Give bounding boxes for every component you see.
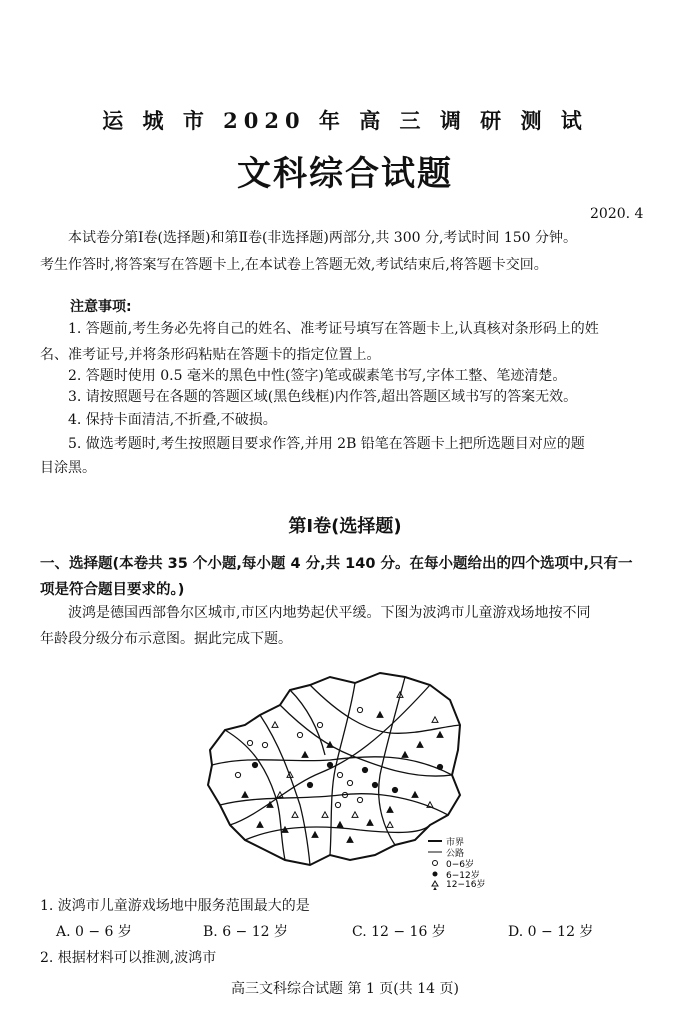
city-boundary (208, 673, 460, 865)
playground-circle-marker (307, 782, 312, 787)
notice-item-1b: 名、准考证号,并将条形码粘贴在答题卡的指定位置上。 (40, 347, 381, 363)
road-network (212, 677, 460, 865)
playground-circle-marker (347, 780, 352, 785)
notice-item-2: 2. 答题时使用 0.5 毫米的黑色中性(签字)笔或碳素笔书写,字体工整、笔迹清楚。 (68, 368, 567, 384)
notice-item-5a: 5. 做选考题时,考生按照题目要求作答,并用 2B 铅笔在答题卡上把所选题目对应的题 (68, 436, 585, 452)
intro-line-1: 本试卷分第Ⅰ卷(选择题)和第Ⅱ卷(非选择题)两部分,共 300 分,考试时间 150 分钟。 (68, 230, 578, 246)
question-1-option-a: A. 0 − 6 岁 (56, 924, 132, 940)
exam-title: 运 城 市 2020 年 高 三 调 研 测 试 (102, 108, 588, 133)
playground-triangle-marker (292, 812, 298, 818)
notice-item-3: 3. 请按照题号在各题的答题区域(黑色线框)内作答,超出答题区域书写的答案无效。 (68, 389, 578, 405)
question-1-option-d: D. 0 − 12 岁 (508, 924, 594, 940)
playground-circle-marker (362, 767, 367, 772)
playground-circle-marker (262, 742, 267, 747)
playground-triangle-marker (377, 712, 383, 718)
playground-triangle-marker (387, 807, 393, 813)
playground-circle-marker (337, 772, 342, 777)
question-2-stem: 2. 根据材料可以推测,波鸿市 (40, 950, 217, 966)
playground-circle-marker (327, 762, 332, 767)
playground-circle-marker (252, 762, 257, 767)
playground-triangle-marker (312, 832, 318, 838)
playground-circle-marker (392, 787, 397, 792)
legend-12-16-label: 12−16岁 (446, 880, 486, 890)
legend-6-12-icon (433, 872, 438, 877)
subject-title: 文科综合试题 (237, 154, 453, 194)
playground-circle-marker (335, 802, 340, 807)
playground-circle-marker (297, 732, 302, 737)
playground-triangle-marker (242, 792, 248, 798)
playground-circle-marker (372, 782, 377, 787)
playground-circle-marker (317, 722, 322, 727)
intro-line-2: 考生作答时,将答案写在答题卡上,在本试卷上答题无效,考试结束后,将答题卡交回。 (40, 257, 548, 273)
playground-triangle-marker (272, 722, 278, 728)
playground-triangle-marker (417, 742, 423, 748)
legend-road-label: 公路 (446, 849, 465, 859)
section-title: 第Ⅰ卷(选择题) (288, 516, 402, 537)
playground-triangle-marker (367, 820, 373, 826)
legend-0-12-icon (432, 887, 438, 890)
playground-triangle-marker (322, 812, 328, 818)
mcq-instructions-1: 一、选择题(本卷共 35 个小题,每小题 4 分,共 140 分。在每小题给出的四个选项中,只有一 (40, 556, 633, 572)
playground-triangle-marker (387, 822, 393, 828)
question-1-stem: 1. 波鸿市儿童游戏场地中服务范围最大的是 (40, 898, 310, 914)
playground-triangle-marker (337, 822, 343, 828)
notice-item-5b: 目涂黑。 (40, 460, 96, 476)
question-1-option-c: C. 12 − 16 岁 (352, 924, 446, 940)
playground-triangle-marker (257, 822, 263, 828)
playground-triangle-marker (327, 742, 333, 748)
legend-0-6-icon (433, 861, 438, 866)
mcq-instructions-2: 项是符合题目要求的。) (40, 582, 185, 598)
notice-item-4: 4. 保持卡面清洁,不折叠,不破损。 (68, 412, 277, 428)
playground-circle-marker (357, 707, 362, 712)
playground-distribution-map (190, 655, 500, 890)
playground-triangle-marker (437, 732, 443, 738)
legend-boundary-label: 市界 (446, 838, 465, 848)
playground-triangle-marker (412, 792, 418, 798)
page-footer: 高三文科综合试题 第 1 页(共 14 页) (231, 981, 459, 997)
passage-line-2: 年龄段分级分布示意图。据此完成下题。 (40, 631, 292, 647)
playground-circle-marker (247, 740, 252, 745)
playground-triangle-marker (302, 752, 308, 758)
notice-item-1a: 1. 答题前,考生务必先将自己的姓名、准考证号填写在答题卡上,认真核对条形码上的姓 (68, 321, 599, 337)
legend-0-6-label: 0−6岁 (446, 860, 474, 870)
legend-12-16-icon (432, 881, 438, 886)
playground-circle-marker (437, 764, 442, 769)
legend-6-12-label: 6−12岁 (446, 871, 480, 881)
passage-line-1: 波鸿是德国西部鲁尔区城市,市区内地势起伏平缓。下图为波鸿市儿童游戏场地按不同 (68, 605, 591, 621)
playground-markers (235, 692, 443, 843)
playground-triangle-marker (352, 812, 358, 818)
exam-date: 2020. 4 (590, 206, 644, 222)
playground-circle-marker (357, 797, 362, 802)
playground-triangle-marker (432, 717, 438, 723)
playground-circle-marker (235, 772, 240, 777)
notice-heading: 注意事项: (70, 299, 132, 315)
playground-triangle-marker (402, 752, 408, 758)
playground-triangle-marker (347, 837, 353, 843)
question-1-option-b: B. 6 − 12 岁 (203, 924, 288, 940)
